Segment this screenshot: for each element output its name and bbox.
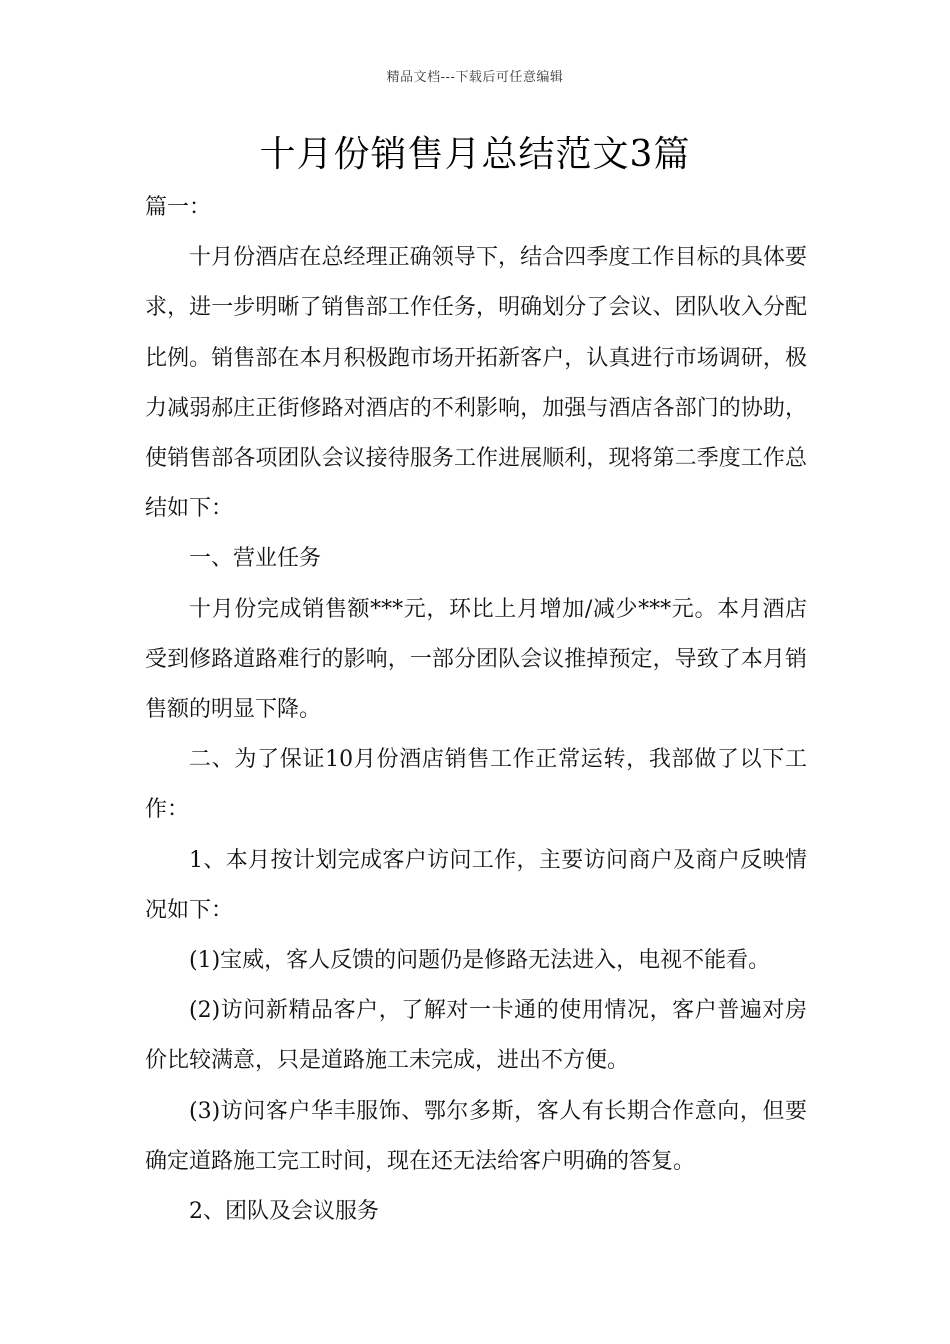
list-item-visit-2: (2)访问新精品客户，了解对一卡通的使用情况，客户普遍对房价比较满意，只是道路施工未完成，进出不方便。 (145, 998, 807, 1074)
paragraph-client-visits: 1、本月按计划完成客户访问工作，主要访问商户及商户反映情况如下： (145, 847, 807, 923)
heading-team-meeting-service: 2、团队及会议服务 (189, 1199, 379, 1225)
heading-business-task: 一、营业任务 (189, 546, 322, 572)
paragraph-section-label: 篇一： (145, 195, 212, 220)
paragraph-sales-result: 十月份完成销售额***元，环比上月增加/减少***元。本月酒店受到修路道路难行的影响，一部分团队会议推掉预定，导致了本月销售额的明显下降。 (145, 596, 807, 723)
list-item-visit-3: (3)访问客户华丰服饰、鄂尔多斯，客人有长期合作意向，但要确定道路施工完工时间，现在还无法给客户明确的答复。 (145, 1098, 807, 1174)
paragraph-intro: 十月份酒店在总经理正确领导下，结合四季度工作目标的具体要求，进一步明晰了销售部工作任务，明确划分了会议、团队收入分配比例。销售部在本月积极跑市场开拓新客户，认真进行市场调研，极力减弱郝庄正街修路对酒店的不利影响，加强与酒店各部门的协助，使销售部各项团队会议接待服务工作进展顺利，现将第二季度工作总结如下： (145, 245, 807, 522)
page-header-watermark: 精品文档---下载后可任意编辑 (386, 70, 564, 85)
document-body (145, 183, 807, 1237)
document-title: 十月份销售月总结范文3篇 (259, 134, 691, 175)
heading-work-done: 二、为了保证10月份酒店销售工作正常运转，我部做了以下工作： (145, 747, 807, 823)
list-item-visit-1: (1)宝威，客人反馈的问题仍是修路无法进入，电视不能看。 (189, 948, 771, 974)
